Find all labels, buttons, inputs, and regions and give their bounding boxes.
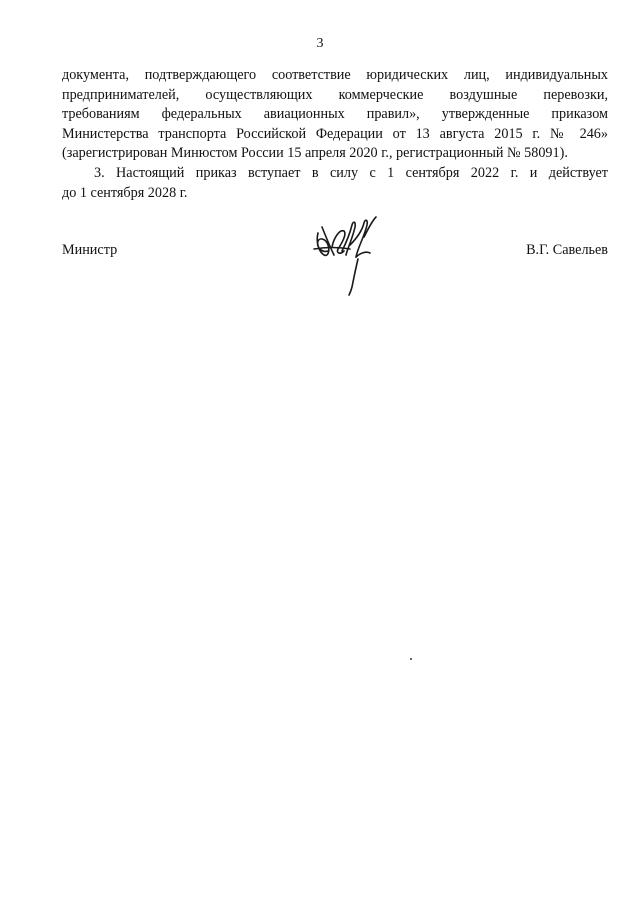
document-body: [62, 66, 608, 203]
clause-3-line-1: 3. Настоящий приказ вступает в силу с 1 сентября 2022 г. и действует: [94, 164, 608, 181]
body-line-1: документа, подтверждающего соответствие юридических лиц, индивидуальных: [62, 67, 608, 83]
clause-3-line-2: до 1 сентября 2028 г.: [62, 184, 188, 201]
body-line-5: (зарегистрирован Минюстом России 15 апреля 2020 г., регистрационный № 58091).: [62, 145, 568, 162]
signer-name: В.Г. Савельев: [526, 242, 608, 258]
scan-speck: [410, 658, 412, 660]
body-line-2: предпринимателей, осуществляющих коммерческие воздушные перевозки,: [62, 86, 608, 103]
body-line-4: Министерства транспорта Российской Федерации от 13 августа 2015 г. № 246»: [62, 125, 608, 142]
page-number: 3: [316, 36, 324, 51]
signer-title: Министр: [62, 242, 118, 258]
handwritten-signature: [312, 207, 382, 297]
body-line-3: требованиям федеральных авиационных правил», утвержденные приказом: [62, 106, 608, 123]
